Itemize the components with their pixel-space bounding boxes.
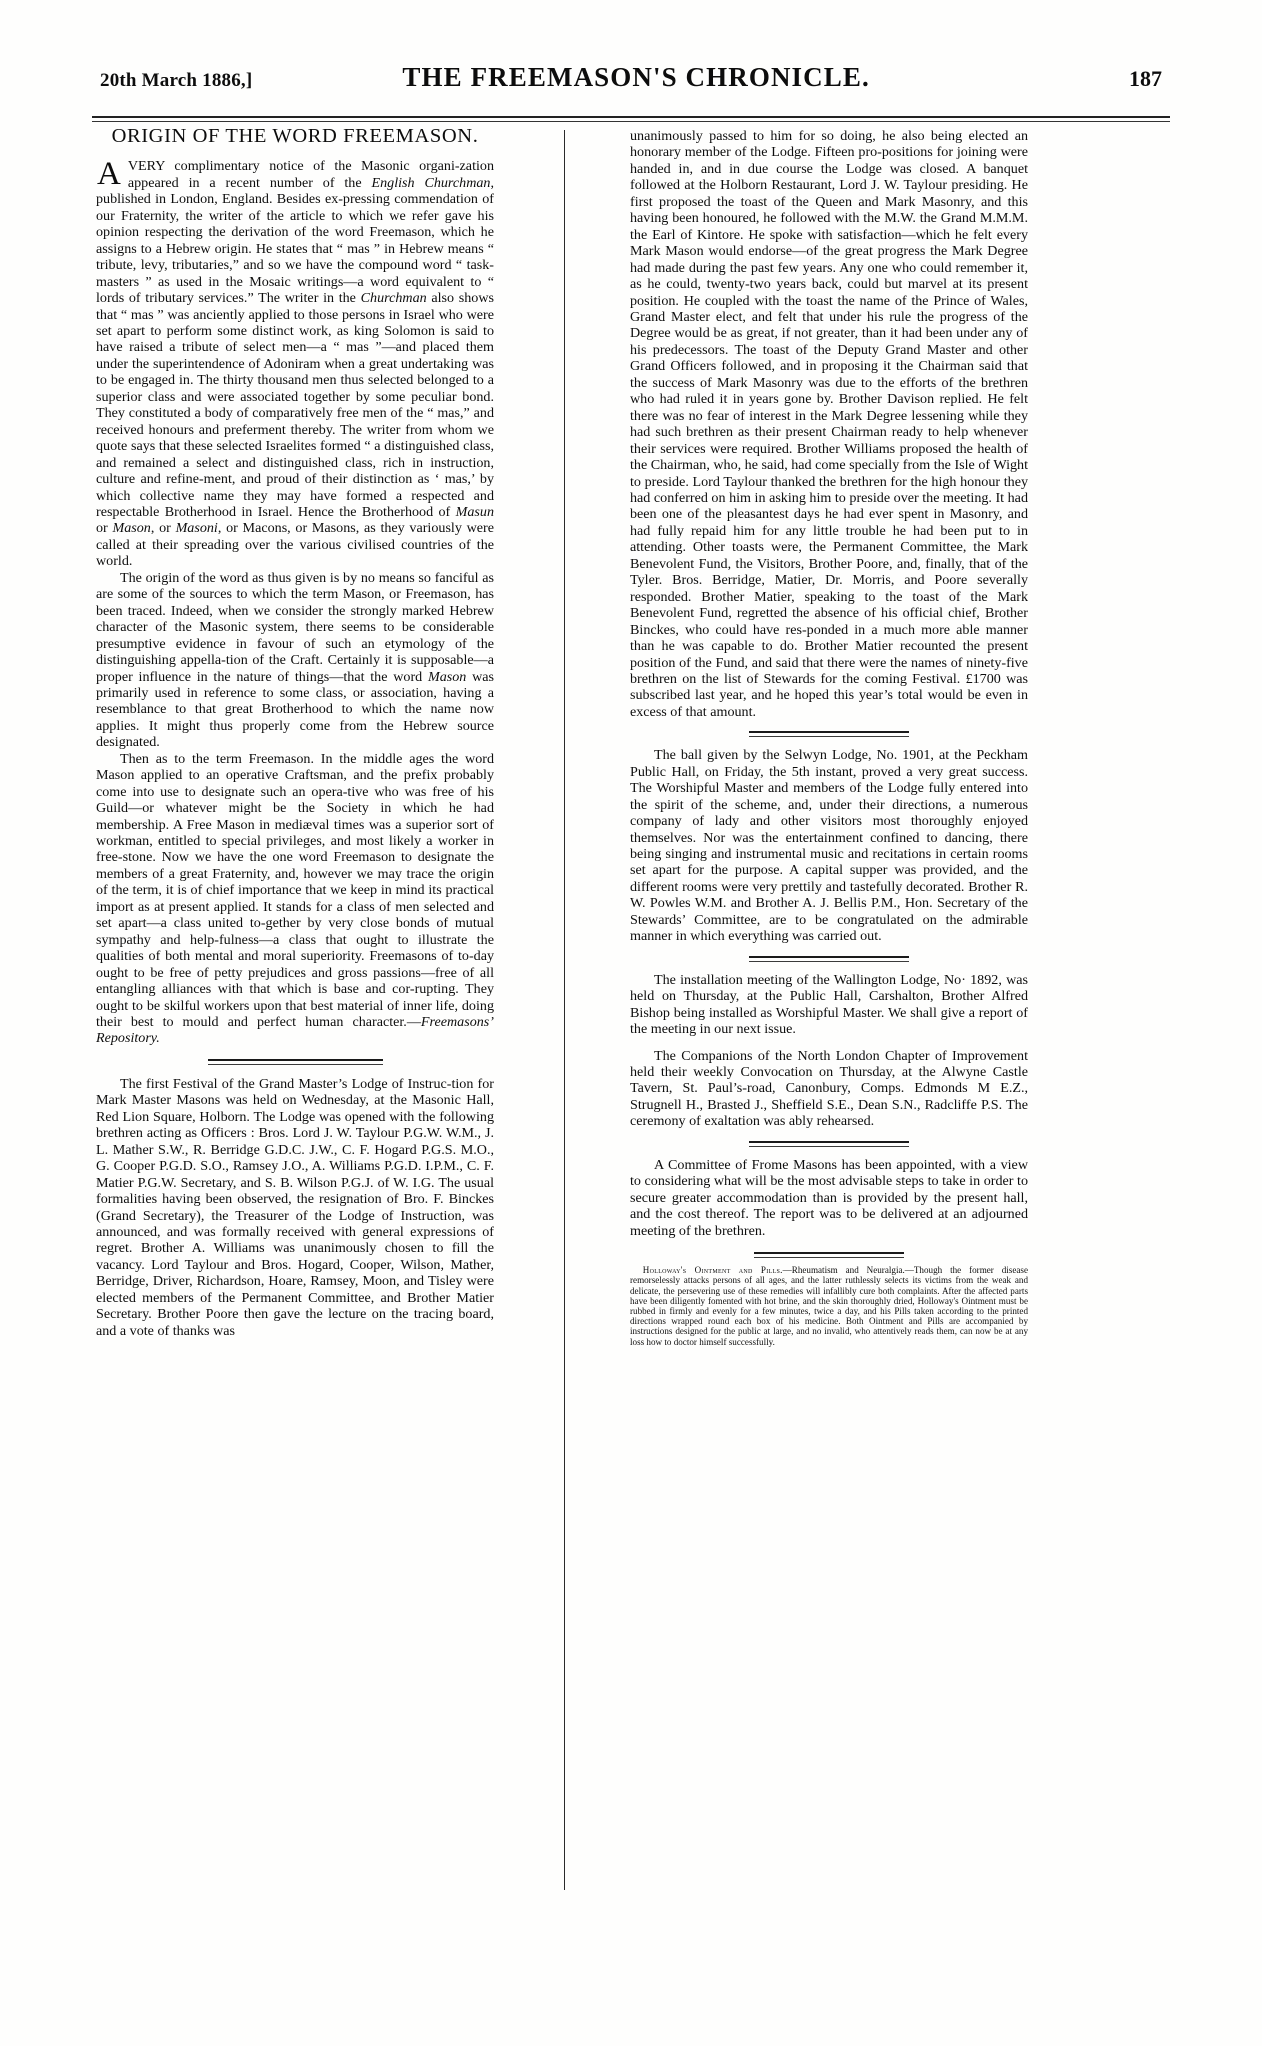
italic-term: English Churchman (371, 174, 491, 191)
paragraph-text: , or (150, 520, 176, 537)
section-divider-rule (749, 956, 909, 962)
paragraph-spacer (630, 1038, 1028, 1048)
italic-term: Mason (427, 668, 467, 685)
article-body-paragraph: The Companions of the North London Chapter of Improvement held their weekly Convocation on Thursday, at the Alwyne Castle Tavern, St. Paul’s-road, Canonbury, Comps. Edmonds M E.Z., Strugnell H., Brasted J., Sheffield S.E., Dean S.N., Radcliffe P.S. The ceremony of exaltation was ably rehearsed. (630, 1047, 1028, 1130)
article-body-paragraph (96, 751, 494, 1047)
article-body-paragraph: The ball given by the Selwyn Lodge, No. 1901, at the Peckham Public Hall, on Friday, the 5th instant, proved a very great success. The Worshipful Master and members of the Lodge fully entered into the spirit of the scheme, and, under their directions, a numerous company of lady and other visitors most thoroughly enjoyed themselves. Nor was the entertainment confined to dancing, there being singing and instrumental music and recitations in certain rooms set apart for the purpose. A capital supper was provided, and the different rooms were very prettily and tastefully decorated. Brother R. W. Powles W.M. and Brother A. J. Bellis P.M., Hon. Secretary of the Stewards’ Committee, are to be congratulated on the admirable manner in which everything was carried out. (630, 747, 1028, 945)
paragraph-text: or (96, 520, 113, 537)
paragraph-text: Then as to the term Freemason. In the middle ages the word Mason applied to an operative Craftsman, and the prefix probably come into use to designate such an opera-tive who was free of his Guild—or whatever might be the Society in which he had membership. A Free Mason in mediæval times was a superior sort of workman, entitled to special privileges, and most likely a worker in free-stone. Now we have the one word Freemason to designate the members of a great Fraternity, and, however we may trace the origin of the term, it is of chief importance that we keep in mind its practical import as at present applied. It stands for a class of men selected and set apart—a class united to-gether by very close bonds of mutual sympathy and help-fulness—a class that ought to illustrate the qualities of both mental and moral superiority. Freemasons of to-day ought to be free of petty prejudices and gross passions—free of all entangling alliances with that which is base and cor-rupting. They ought to be skilful workers upon that best material of inner life, doing their best to mould and perfect human character.— (96, 750, 494, 1031)
italic-term: Masoni (175, 520, 218, 537)
article-body-paragraph: The first Festival of the Grand Master’s Lodge of Instruc-tion for Mark Master Masons was held on Wednesday, at the Masonic Hall, Red Lion Square, Holborn. The Lodge was opened with the following brethren acting as Officers : Bros. Lord J. W. Taylour P.G.W. W.M., J. L. Mather S.W., R. Berridge G.D.C. J.W., C. F. Hogard P.G.S. M.O., G. Cooper P.G.D. S.O., Ramsey J.O., A. Williams P.G.D. I.P.M., C. F. Matier P.G.W. Secretary, and S. B. Wilson P.G.J. of W. I.G. The usual formalities having been observed, the resignation of Bro. F. Binckes (Grand Secretary), the Treasurer of the Lodge of Instruction, was announced, and was formally received with general expressions of regret. Brother A. Williams was unanimously chosen to fill the vacancy. Lord Taylour and Bros. Hogard, Cooper, Wilson, Mather, Berridge, Driver, Richardson, Hoare, Ramsey, Moon, and Tisley were elected members of the Permanent Committee, and Brother Matier Secretary. Brother Poore then gave the lecture on the tracing board, and a vote of thanks was (96, 1075, 494, 1339)
advertisement-block (630, 1265, 1028, 1347)
right-column (630, 128, 1028, 1347)
masthead (100, 62, 1162, 102)
paragraph-text: , or Macons, or Masons, as they variously were called at their spreading over the various civilised countries of the world. (96, 520, 494, 570)
section-divider-rule (749, 731, 909, 737)
article-body-paragraph (96, 570, 494, 751)
paragraph-text: also shows that “ mas ” was anciently applied to those persons in Israel who were set apart to perform some distinct work, as king Solomon is said to have raised a tribute of select men—a “ mas ”—and placed them under the superintendence of Adoniram when a great undertaking was to be engaged in. The thirty thousand men thus selected belonged to a superior class and were associated together by some peculiar bond. They constituted a body of comparatively free men of the “ mas,” and received honours and preferment thereby. The writer from whom we quote says that these selected Israelites formed “ a distinguished class, and remained a select and distinguished class, rich in instruction, culture and refine-ment, and proud of their distinction as ‘ mas,’ by which collective name they may have formed a respected and respectable Brotherhood in Israel. Hence the Brotherhood of (96, 290, 494, 520)
left-column (96, 125, 495, 1339)
drop-cap: A (97, 156, 121, 193)
article-body-paragraph (96, 158, 494, 569)
article-body-paragraph: A Committee of Frome Masons has been appointed, with a view to considering what will be the most advisable steps to take in order to secure greater accommodation than is provided by the present hall, and the cost thereof. The report was to be delivered at an adjourned meeting of the brethren. (630, 1156, 1028, 1239)
advertisement-divider-rule (754, 1252, 904, 1258)
masthead-rule (92, 116, 1170, 122)
masthead-date: 20th March 1886,] (100, 70, 253, 91)
page-number: 187 (1129, 66, 1162, 91)
article-body-paragraph: The installation meeting of the Wallington Lodge, No· 1892, was held on Thursday, at the Public Hall, Carshalton, Brother Alfred Bishop being installed as Worshipful Master. We shall give a report of the meeting in our next issue. (630, 971, 1028, 1038)
section-divider-rule (208, 1059, 383, 1065)
advertisement-lead: Holloway's Ointment and Pills. (642, 1265, 783, 1276)
advertisement-text (630, 1265, 1028, 1347)
paragraph-text: The origin of the word as thus given is by no means so fanciful as are some of the sources to which the term Mason, or Freemason, has been traced. Indeed, when we consider the strongly marked Hebrew character of the Masonic system, there seems to be considerable presumptive evidence in favour of such an etymology of the distinguishing appella-tion of the Craft. Certainly it is supposable—a proper influence in the nature of things—that the word (96, 569, 494, 685)
article-body-paragraph: unanimously passed to him for so doing, he also being elected an honorary member of the Lodge. Fifteen pro-positions for joining were handed in, and in due course the Lodge was closed. A banquet followed at the Holborn Restaurant, Lord J. W. Taylour presiding. He first proposed the toast of the Queen and Mark Masonry, and this having been honoured, he followed with the M.W. the Grand M.M.M. the Earl of Kintore. He spoke with satisfaction—which he felt every Mark Mason would endorse—of the great progress the Mark Degree had made during the past few years. Any one who could remember it, as he could, twenty-two years back, could but marvel at its present position. He coupled with the toast the name of the Prince of Wales, Grand Master elect, and felt that under his rule the progress of the Degree would be as great, if not greater, than it had been under any of his predecessors. The toast of the Deputy Grand Master and other Grand Officers followed, and in proposing it the Chairman said that the success of Mark Masonry was due to the efforts of the brethren who had ruled it in years gone by. Brother Davison replied. He felt there was no fear of interest in the Mark Degree lessening while they had such brethren as their present Chairman ready to help whenever their services were required. Brother Williams proposed the health of the Chairman, who, he said, had come specially from the Isle of Wight to preside. Lord Taylour thanked the brethren for the high honour they had conferred on him in asking him to preside over the meeting. It had been one of the pleasantest days he had ever spent in Masonry, and had fully repaid him for any little trouble he had been put to in attending. Other toasts were, the Permanent Committee, the Mark Benevolent Fund, the Visitors, Brother Poore, and, finally, that of the Tyler. Bros. Berridge, Matier, Dr. Morris, and Poore severally responded. Brother Matier, speaking to the toast of the Mark Benevolent Fund, regretted the absence of his official chief, Brother Binckes, who could have res-ponded in a much more able manner than he was capable to do. Brother Matier recounted the present position of the Fund, and said that there were the names of ninety-five brethren on the list of Stewards for the coming Festival. £1700 was subscribed last year, and he hoped this year’s total would be even in excess of that amount. (630, 128, 1028, 720)
source-attribution: Freemasons’ Repository. (96, 1014, 494, 1047)
italic-term: Mason (112, 520, 151, 537)
advertisement-body: —Rheumatism and Neuralgia.—Though the former disease remorselessly attacks persons of all ages, and the latter ruthlessly selects its victims from the weak and delicate, the persevering use of these remedies will infallibly cure both complaints. After the affected parts have been diligently fomented with hot brine, and the skin thoroughly dried, Holloway's Ointment must be rubbed in firmly and evenly for a few minutes, twice a day, and his Pills taken according to the printed directions wrapped round each box of his medicine. Both Ointment and Pills are accompanied by instructions designed for the public at large, and no invalid, who attentively reads them, can now be at any loss how to doctor himself successfully. (630, 1265, 1028, 1347)
italic-term: Churchman (360, 290, 427, 307)
column-divider (564, 130, 565, 1890)
section-divider-rule (749, 1141, 909, 1147)
paragraph-text: was primarily used in reference to some class, or association, having a resemblance to that great Brotherhood to which the name now applies. It might thus properly come from the Hebrew source designated. (96, 668, 494, 751)
paragraph-text: , published in London, England. Besides ex-pressing commendation of our Fraternity, the writer of the article to which we refer gave his opinion respecting the derivation of the word Freemason, which he assigns to a Hebrew origin. He states that “ mas ” in Hebrew means “ tribute, levy, tributaries,” and so we have the compound word “ task-masters ” as used in the Mosaic writings—a word equivalent to “ lords of tributary services.” The writer in the (96, 174, 495, 307)
article-headline: ORIGIN OF THE WORD FREEMASON. (111, 125, 479, 147)
masthead-title: THE FREEMASON'S CHRONICLE. (402, 62, 870, 92)
paragraph-text: VERY complimentary notice of the Masonic organi-zation appeared in a recent number of the (127, 158, 494, 191)
italic-term: Masun (455, 503, 494, 520)
